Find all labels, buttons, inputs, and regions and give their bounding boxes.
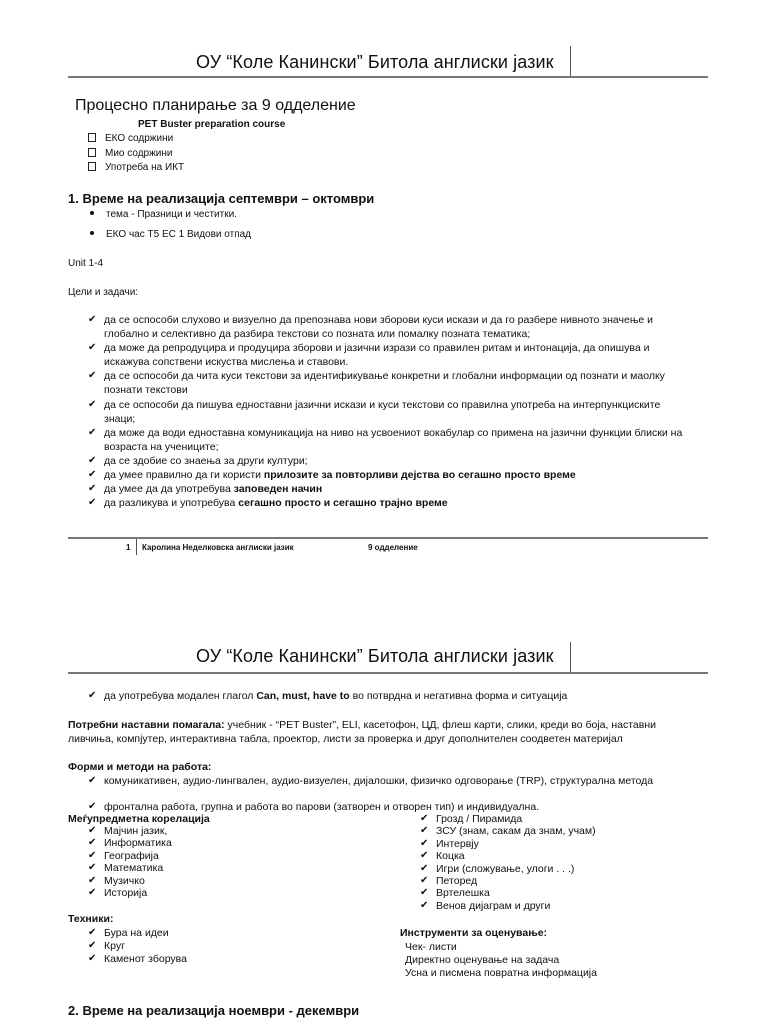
goals-label: Цели и задачи:	[68, 287, 139, 298]
bullet-icon	[90, 211, 94, 215]
footer-author: Каролина Неделковска англиски јазик	[142, 543, 294, 552]
legend-item-ikt: Употреба на ИКТ	[88, 161, 184, 175]
page2-header: ОУ “Коле Канински” Битола англиски јазик	[196, 646, 554, 666]
plan-title: Процесно планирање за 9 одделение	[75, 97, 356, 114]
list-item: Каменот зборува	[104, 953, 187, 965]
check-icon: ✔	[88, 483, 97, 494]
list-item: Венов дијаграм и други	[436, 899, 551, 912]
check-icon: ✔	[88, 370, 97, 381]
modal-goal: да употребува модален глагол Can, must, have to во потврдна и негативна форма и ситуација	[104, 690, 568, 702]
page1-header-bar	[570, 46, 571, 76]
footer-grade: 9 одделение	[368, 543, 418, 552]
check-icon: ✔	[88, 837, 97, 849]
list-item: Историја	[104, 887, 148, 899]
square-icon	[88, 162, 96, 171]
goal-item: да се оспособи слухово и визуелно да препознава нови зборови куси искази и да го разбере нивното значење и глобално и селективно да разбира текстови со позната или помалку позната тематика;	[104, 314, 653, 340]
check-icon: ✔	[88, 887, 97, 898]
check-icon: ✔	[88, 801, 97, 812]
bullet-icon	[90, 231, 94, 235]
footer-page-number: 1	[126, 543, 131, 552]
goal-item: да умее правилно да ги користи прилозите за повторливи дејства во сегашно просто време	[104, 469, 576, 481]
check-icon: ✔	[88, 927, 97, 938]
goal-item: да може да репродуцира и продуцира зборови и јазични изрази со правилен ритам и интонација, да опишува и искажува сопствени искуства мислења и ставови.	[104, 342, 650, 368]
course-title: PET Buster preparation course	[138, 119, 286, 130]
forms-item: фронтална работа, групна и работа во парови (затворен и отворен тип) и индивидуална.	[104, 801, 540, 813]
legend-item-mio: Мио содржини	[88, 147, 173, 161]
unit-label: Unit 1-4	[68, 258, 104, 269]
list-item: Круг	[104, 940, 125, 952]
check-icon: ✔	[88, 399, 97, 410]
check-icon: ✔	[88, 342, 97, 353]
list-item: Математика	[104, 862, 164, 875]
list-item: Мајчин јазик,	[104, 825, 168, 837]
check-icon: ✔	[420, 887, 429, 899]
goal-item: да се оспособи да пишува едноставни јазични искази и куси текстови со правилна употреба на интерпункциските знаци;	[104, 399, 661, 425]
check-icon: ✔	[420, 875, 429, 886]
check-icon: ✔	[420, 837, 429, 849]
list-item: Игри (сложување, улоги . . .)	[436, 862, 575, 875]
list-item: Музичко	[104, 874, 145, 887]
check-icon: ✔	[88, 469, 97, 480]
bullet-theme: тема - Празници и честитки.	[90, 208, 237, 222]
goal-item: да разликува и употребува сегашно просто и сегашно трајно време	[104, 497, 448, 509]
check-icon: ✔	[88, 497, 97, 508]
list-item: ЗСУ (знам, сакам да знам, учам)	[436, 825, 596, 838]
check-icon: ✔	[420, 850, 429, 862]
check-icon: ✔	[420, 862, 429, 874]
page2-header-rule	[68, 672, 708, 674]
page1-header: ОУ “Коле Канински” Битола англиски јазик	[196, 52, 554, 72]
square-icon	[88, 148, 96, 157]
square-icon	[88, 133, 96, 142]
list-item: Интервју	[436, 837, 479, 850]
check-icon: ✔	[420, 899, 429, 911]
check-icon: ✔	[88, 874, 97, 886]
check-icon: ✔	[88, 849, 97, 861]
legend-item-eko: ЕКО содржини	[88, 132, 173, 146]
forms-label: Форми и методи на работа:	[68, 761, 212, 773]
list-item: Чек- листи	[405, 941, 457, 953]
check-icon: ✔	[88, 953, 97, 964]
section1-title: 1. Време на реализација септември – октомври	[68, 191, 375, 206]
goal-item: да се оспособи да чита куси текстови за идентификување конкретни и глобални информации од познати и маолку познати текстови	[104, 370, 665, 396]
check-icon: ✔	[88, 690, 97, 701]
footer-bar	[136, 539, 137, 555]
check-icon: ✔	[88, 455, 97, 466]
goal-item: да се здобие со знаења за други култури;	[104, 455, 308, 467]
assessment-label: Инструменти за оценување:	[400, 927, 548, 939]
list-item: Коцка	[436, 850, 465, 863]
check-icon: ✔	[88, 314, 97, 325]
page2-header-bar	[570, 642, 571, 672]
check-icon: ✔	[88, 775, 97, 786]
check-icon: ✔	[88, 825, 97, 836]
list-item: Усна и писмена повратна информација	[405, 967, 597, 979]
list-item: Вртелешка	[436, 887, 490, 900]
bullet-eko: ЕКО час Т5 ЕС 1 Видови отпад	[90, 228, 251, 242]
list-item: Географија	[104, 849, 159, 862]
list-item: Грозд / Пирамида	[436, 813, 523, 825]
goal-item: да умее да да употребува заповеден начин	[104, 483, 323, 495]
check-icon: ✔	[88, 862, 97, 874]
section2-title: 2. Време на реализација ноември - декември	[68, 1003, 360, 1018]
check-icon: ✔	[88, 940, 97, 951]
forms-item: комуникативен, аудио-лингвален, аудио-визуелен, дијалошки, физичко одговорање (TRP), структурална метода	[104, 775, 654, 787]
list-item: Информатика	[104, 837, 172, 850]
check-icon: ✔	[88, 427, 97, 438]
list-item: Директно оценување на задача	[405, 954, 560, 966]
page1-header-rule	[68, 76, 708, 78]
check-icon: ✔	[420, 813, 429, 824]
list-item: Бура на идеи	[104, 927, 169, 939]
page1-footer-rule	[68, 537, 708, 539]
goal-item: да може да води едноставна комуникација на ниво на усвоениот вокабулар со примена на јазични функции блиски на возраста на учениците;	[104, 427, 683, 453]
aids-paragraph: Потребни наставни помагала: учебник - “PET Buster”, ELI, касетофон, ЦД, флеш карти, слики, креди во боја, наставни ливчиња, компјутер, интерактивна табла, проектор, листи за проверка и друг дополнителен соодветен материјал	[68, 719, 657, 745]
techniques-label: Техники:	[68, 913, 114, 925]
list-item: Петоред	[436, 875, 478, 887]
check-icon: ✔	[420, 825, 429, 837]
correlation-label: Меѓупредметна корелација	[68, 813, 210, 825]
